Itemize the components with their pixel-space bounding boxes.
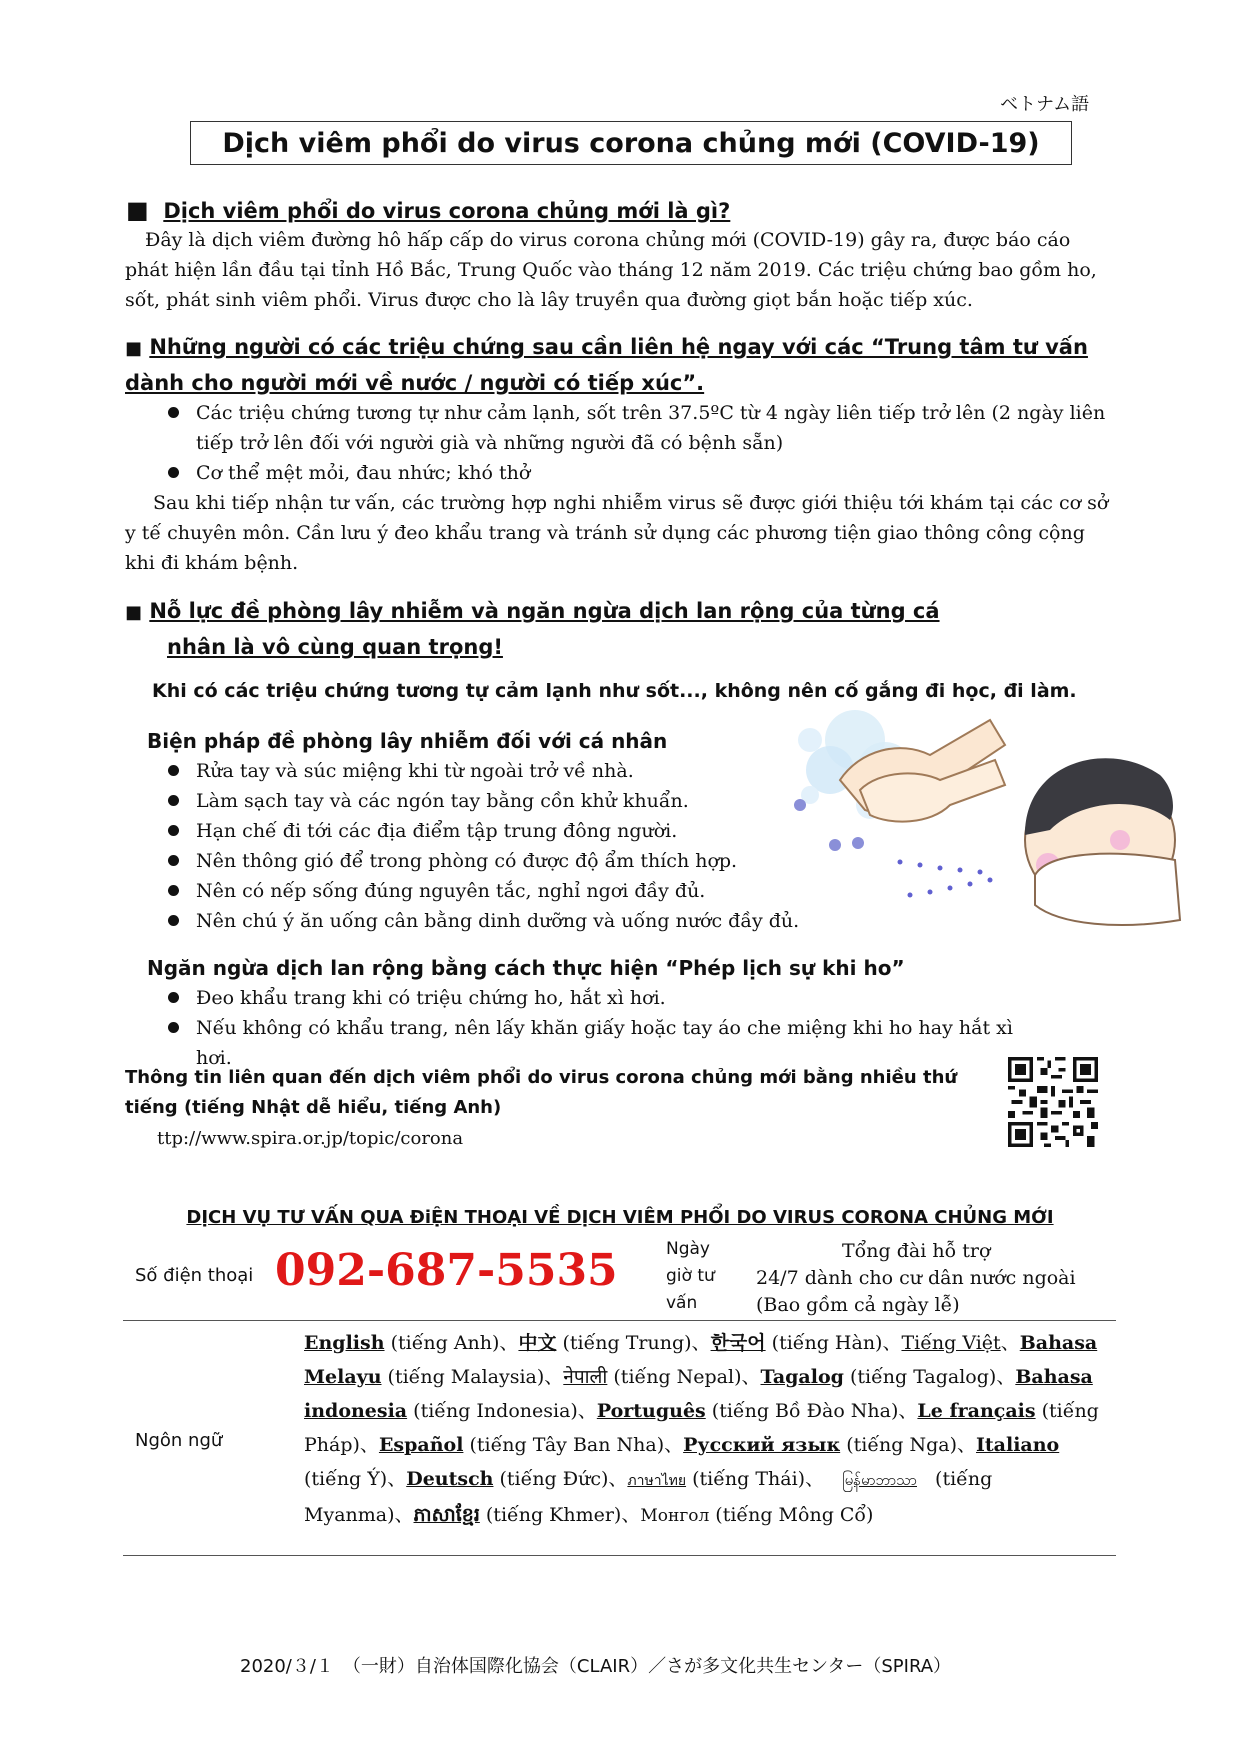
lang-german-vi: (tiếng Đức)、 <box>493 1468 628 1490</box>
list-item: Các triệu chứng tương tự như cảm lạnh, sốt trên 37.5ºC từ 4 ngày liên tiếp trở lên (2 ngày liên tiếp trở lên đối với người già và những người đã có bệnh sẵn) <box>150 398 1115 458</box>
section2-bullets <box>150 398 1115 488</box>
section3-heading-line1: Nỗ lực đề phòng lây nhiễm và ngăn ngừa dịch lan rộng của từng cá <box>149 599 940 623</box>
handwashing-and-cough-etiquette-illustration <box>780 700 1190 970</box>
table-divider-bottom <box>123 1555 1116 1556</box>
language-tag: ベトナム語 <box>1000 94 1090 115</box>
hours-label-line1: Ngày <box>666 1239 710 1259</box>
lang-vietnamese: Tiếng Việt <box>901 1332 1001 1354</box>
lang-tagalog-vi: (tiếng Tagalog)、 <box>843 1366 1016 1388</box>
list-item: Nên có nếp sống đúng nguyên tắc, nghỉ ngơi đầy đủ. <box>150 876 810 906</box>
hours-label-line2: giờ tư <box>666 1266 715 1286</box>
lang-korean: 한국어 <box>710 1332 766 1354</box>
lang-indonesian-a: Bahasa <box>1015 1366 1093 1388</box>
lang-russian: Русский язык <box>683 1434 841 1456</box>
lang-separator: 、 <box>1000 1332 1020 1354</box>
multilingual-info-heading <box>125 1063 985 1123</box>
list-item: Hạn chế đi tới các địa điểm tập trung đông người. <box>150 816 810 846</box>
lang-italian: Italiano <box>976 1434 1060 1456</box>
lang-italian-vi: (tiếng Ý)、 <box>304 1468 407 1490</box>
lang-russian-vi: (tiếng Nga)、 <box>840 1434 976 1456</box>
lang-korean-vi: (tiếng Hàn)、 <box>765 1332 902 1354</box>
personal-measures-list <box>150 756 810 936</box>
lang-myanmar-vi: (tiếng Myanma)、 <box>304 1468 993 1526</box>
lang-malay-b: Melayu <box>304 1366 382 1388</box>
cough-etiquette-heading: Ngăn ngừa dịch lan rộng bằng cách thực hiện “Phép lịch sự khi ho” <box>147 956 905 980</box>
lang-french-vi: (tiếng Pháp)、 <box>304 1400 1099 1456</box>
lang-mongol-vi: (tiếng Mông Cổ) <box>709 1504 874 1526</box>
hours-value <box>756 1238 1076 1319</box>
lang-english-vi: (tiếng Anh)、 <box>384 1332 519 1354</box>
table-divider-top <box>123 1320 1116 1321</box>
list-item: Nên chú ý ăn uống cân bằng dinh dưỡng và uống nước đầy đủ. <box>150 906 810 936</box>
section2-body: Sau khi tiếp nhận tư vấn, các trường hợp nghi nhiễm virus sẽ được giới thiệu tới khám tại các cơ sở y tế chuyên môn. Cần lưu ý đeo khẩu trang và tránh sử dụng các phương tiện giao thông công cộng khi đi khám bệnh. <box>125 492 1109 574</box>
personal-measures-heading: Biện pháp đề phòng lây nhiễm đối với cá nhân <box>147 729 668 753</box>
hours-label-line3: vấn <box>666 1293 698 1313</box>
lang-chinese-vi: (tiếng Trung)、 <box>556 1332 711 1354</box>
qr-code-icon <box>1008 1057 1098 1147</box>
lang-english: English <box>304 1332 385 1354</box>
lang-khmer: ភាសាខ្មែរ <box>413 1504 480 1526</box>
document-title-text: Dịch viêm phổi do virus corona chủng mới (COVID-19) <box>222 127 1040 159</box>
lang-thai-vi: (tiếng Thái)、 <box>686 1468 825 1490</box>
document-title <box>190 121 1072 165</box>
section1-heading-text: Dịch viêm phổi do virus corona chủng mới là gì? <box>163 199 731 223</box>
lang-portuguese: Português <box>596 1400 706 1422</box>
lang-myanmar: မြန်မာဘာသာ <box>842 1471 917 1489</box>
section1-body: Đây là dịch viêm đường hô hấp cấp do virus corona chủng mới (COVID-19) gây ra, được báo cáo phát hiện lần đầu tại tỉnh Hồ Bắc, Trung Quốc vào tháng 12 năm 2019. Các triệu chứng bao gồm ho, sốt, phát sinh viêm phổi. Virus được cho là lây truyền qua đường giọt bắn hoặc tiếp xúc. <box>125 229 1097 311</box>
lang-tagalog: Tagalog <box>760 1366 844 1388</box>
list-item: Làm sạch tay và các ngón tay bằng cồn khử khuẩn. <box>150 786 810 816</box>
lang-khmer-vi: (tiếng Khmer)、 <box>479 1504 641 1526</box>
language-label: Ngôn ngữ <box>135 1430 223 1451</box>
hours-value-line2: 24/7 dành cho cư dân nước ngoài <box>756 1267 1076 1289</box>
multilingual-info-line2: tiếng (tiếng Nhật dễ hiểu, tiếng Anh) <box>125 1097 502 1118</box>
lang-thai: ภาษาไทย <box>627 1473 687 1489</box>
lang-mongol: Монгол <box>640 1506 710 1526</box>
section2-heading-text: Những người có các triệu chứng sau cần liên hệ ngay với các “Trung tâm tư vấn dành cho người mới về nước / người có tiếp xúc”. <box>125 335 1088 395</box>
warning-text: Khi có các triệu chứng tương tự cảm lạnh như sốt..., không nên cố gắng đi học, đi làm. <box>152 680 1077 702</box>
lang-spanish-vi: (tiếng Tây Ban Nha)、 <box>463 1434 684 1456</box>
footer-credit: 2020/３/１ （一財）自治体国際化協会（CLAIR）／さが多文化共生センター（SPIRA） <box>240 1656 952 1677</box>
list-item: Nên thông gió để trong phòng có được độ ẩm thích hợp. <box>150 846 810 876</box>
lang-nepali-vi: (tiếng Nepal)、 <box>607 1366 761 1388</box>
list-item: Cơ thể mệt mỏi, đau nhức; khó thở <box>150 458 1115 488</box>
multilingual-info-line1: Thông tin liên quan đến dịch viêm phổi do virus corona chủng mới bằng nhiều thứ <box>125 1067 958 1088</box>
section1-heading <box>126 196 1106 224</box>
section3-heading-line2: nhân là vô cùng quan trọng! <box>167 635 503 659</box>
hours-label <box>666 1236 715 1317</box>
spira-corona-link[interactable]: ttp://www.spira.or.jp/topic/corona <box>157 1128 464 1149</box>
lang-chinese: 中文 <box>518 1332 557 1354</box>
section3-marker: ■ <box>125 602 143 623</box>
list-item: Rửa tay và súc miệng khi từ ngoài trở về nhà. <box>150 756 810 786</box>
cough-etiquette-list <box>150 983 1050 1073</box>
supported-languages <box>304 1326 1104 1533</box>
phone-service-title: DỊCH VỤ TƯ VẤN QUA ĐiỆN THOẠI VỀ DỊCH VIÊM PHỔI DO VIRUS CORONA CHỦNG MỚI <box>186 1207 1054 1228</box>
lang-indonesian-b: indonesia <box>304 1400 408 1422</box>
lang-malay-a: Bahasa <box>1019 1332 1098 1354</box>
lang-german: Deutsch <box>406 1468 494 1490</box>
list-item: Nếu không có khẩu trang, nên lấy khăn giấy hoặc tay áo che miệng khi ho hay hắt xì hơi. <box>150 1013 1050 1073</box>
list-item: Đeo khẩu trang khi có triệu chứng ho, hắt xì hơi. <box>150 983 1050 1013</box>
section2-marker: ■ <box>125 338 143 359</box>
section2-heading <box>125 330 1115 400</box>
lang-malay-vi: (tiếng Malaysia)、 <box>381 1366 564 1388</box>
phone-number[interactable]: 092-687-5535 <box>275 1245 618 1296</box>
lang-spanish: Español <box>378 1434 464 1456</box>
section1-marker: ■ <box>126 196 149 224</box>
phone-label: Số điện thoại <box>135 1265 254 1286</box>
lang-portuguese-vi: (tiếng Bồ Đào Nha)、 <box>705 1400 918 1422</box>
section3-heading <box>125 594 1025 664</box>
hours-value-line1: Tổng đài hỗ trợ <box>842 1240 991 1262</box>
hours-value-line3: (Bao gồm cả ngày lễ) <box>756 1294 960 1316</box>
lang-indonesian-vi: (tiếng Indonesia)、 <box>407 1400 597 1422</box>
lang-nepali: नेपाली <box>563 1366 608 1388</box>
lang-french: Le français <box>917 1400 1036 1422</box>
